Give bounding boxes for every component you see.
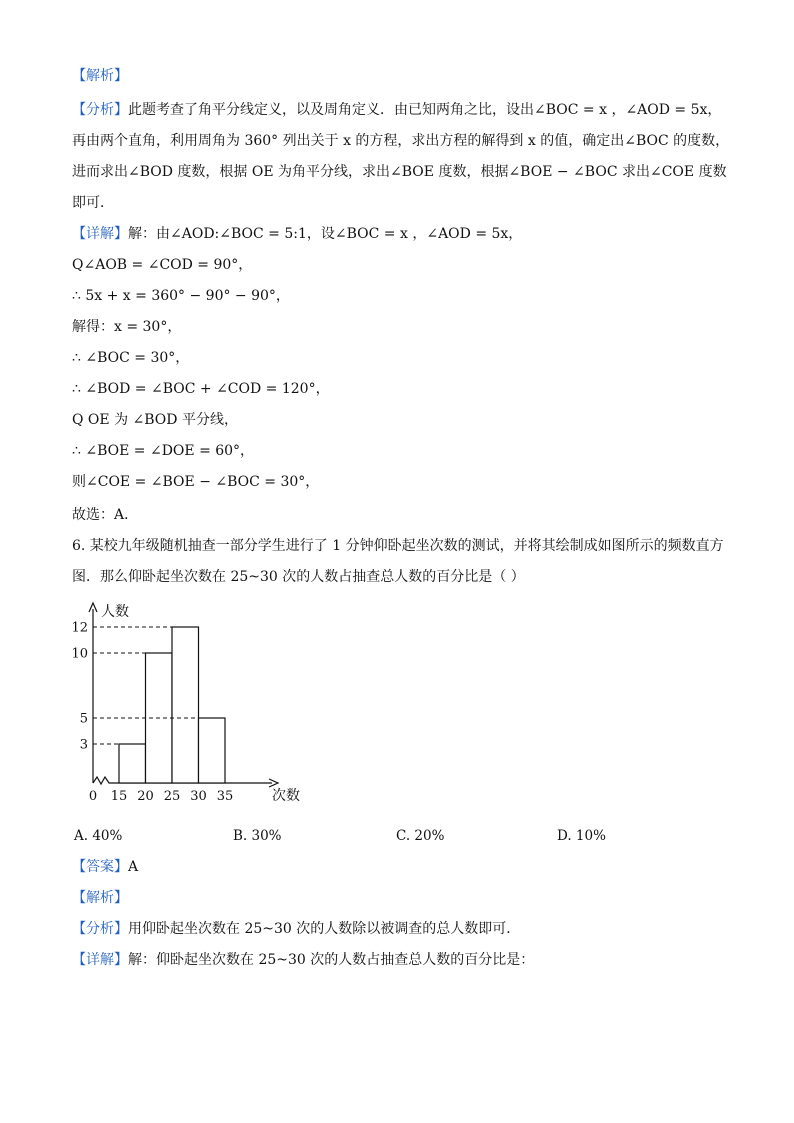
answer-jiexi-heading: 【解析】: [72, 890, 128, 906]
histogram-bar-15-20: [119, 744, 146, 783]
fenxi-paragraph-line-4: 即可．: [72, 195, 114, 211]
x-tick-label-30: 30: [190, 789, 207, 804]
x-tick-label-15: 15: [110, 789, 128, 804]
question-6-line-2: 图．那么仰卧起坐次数在 25~30 次的人数占抽查总人数的百分比是（ ）: [72, 569, 525, 585]
solution-step-8: 则∠COE = ∠BOE − ∠BOC = 30°，: [72, 474, 320, 490]
y-tick-label-10: 10: [71, 646, 88, 662]
answer-xiangjie-line: [72, 950, 534, 970]
fenxi-text-1: 此题考查了角平分线定义，以及周角定义．由已知两角之比，设出∠BOC = x ，∠AOD = 5x，: [128, 102, 722, 118]
choice-d: D. 10%: [557, 828, 606, 844]
question-6-line-1: 6. 某校九年级随机抽查一部分学生进行了 1 分钟仰卧起坐次数的测试，并将其绘制成如图所示的频数直方: [72, 538, 724, 554]
solution-step-5: ∴ ∠BOD = ∠BOC + ∠COD = 120°，: [72, 381, 330, 397]
solution-step-2: ∴ 5x + x = 360° − 90° − 90°，: [72, 288, 290, 304]
solution-step-1: Q∠AOB = ∠COD = 90°，: [72, 257, 253, 273]
answer-xiangjie-tag: 【详解】: [72, 952, 128, 968]
fenxi-paragraph-line-3: 进而求出∠BOD 度数，根据 OE 为角平分线，求出∠BOE 度数，根据∠BOE − ∠BOC 求出∠COE 度数: [72, 164, 727, 180]
y-tick-label-12: 12: [71, 620, 88, 636]
fenxi-paragraph-line-1: [72, 100, 721, 120]
fenxi-paragraph-line-2: 再由两个直角，利用周角为 360° 列出关于 x 的方程，求出方程的解得到 x 的值，确定出∠BOC 的度数，: [72, 133, 730, 149]
xiangjie-tag: 【详解】: [72, 226, 128, 242]
x-tick-label-0: 0: [88, 789, 98, 804]
fenxi-tag: 【分析】: [72, 102, 128, 118]
answer-xiangjie-text: 解：仰卧起坐次数在 25~30 次的人数占抽查总人数的百分比是：: [128, 952, 535, 968]
x-tick-label-20: 20: [137, 789, 154, 804]
histogram-bar-25-30: [172, 627, 199, 783]
frequency-histogram: [60, 595, 300, 815]
x-axis-label: 次数: [272, 788, 300, 804]
solution-step-9: 故选：A．: [72, 507, 139, 523]
solution-step-0: 解：由∠AOD:∠BOC = 5:1，设∠BOC = x ，∠AOD = 5x，: [128, 226, 523, 242]
y-tick-label-5: 5: [79, 711, 88, 727]
solution-step-6: Q OE 为 ∠BOD 平分线，: [72, 412, 238, 428]
answer-fenxi-line: [72, 919, 520, 939]
solution-step-3: 解得：x = 30°，: [72, 319, 182, 335]
choice-b: B. 30%: [233, 828, 282, 844]
x-tick-label-25: 25: [163, 789, 181, 804]
histogram-bar-30-35: [199, 718, 226, 783]
choice-a: A. 40%: [74, 828, 123, 844]
choice-c: C. 20%: [396, 828, 445, 844]
solution-step-7: ∴ ∠BOE = ∠DOE = 60°，: [72, 443, 255, 459]
answer-tag: 【答案】: [72, 859, 128, 875]
xiangjie-line: [72, 224, 522, 244]
solution-step-4: ∴ ∠BOC = 30°，: [72, 350, 190, 366]
answer-fenxi-tag: 【分析】: [72, 921, 128, 937]
y-tick-label-3: 3: [79, 737, 88, 753]
y-axis-label: 人数: [101, 604, 129, 620]
answer-fenxi-text: 用仰卧起坐次数在 25~30 次的人数除以被调查的总人数即可．: [128, 921, 521, 937]
jiexi-heading: 【解析】: [72, 68, 128, 84]
answer-line: [72, 857, 138, 877]
x-tick-label-35: 35: [216, 789, 234, 804]
answer-value: A: [128, 859, 139, 875]
